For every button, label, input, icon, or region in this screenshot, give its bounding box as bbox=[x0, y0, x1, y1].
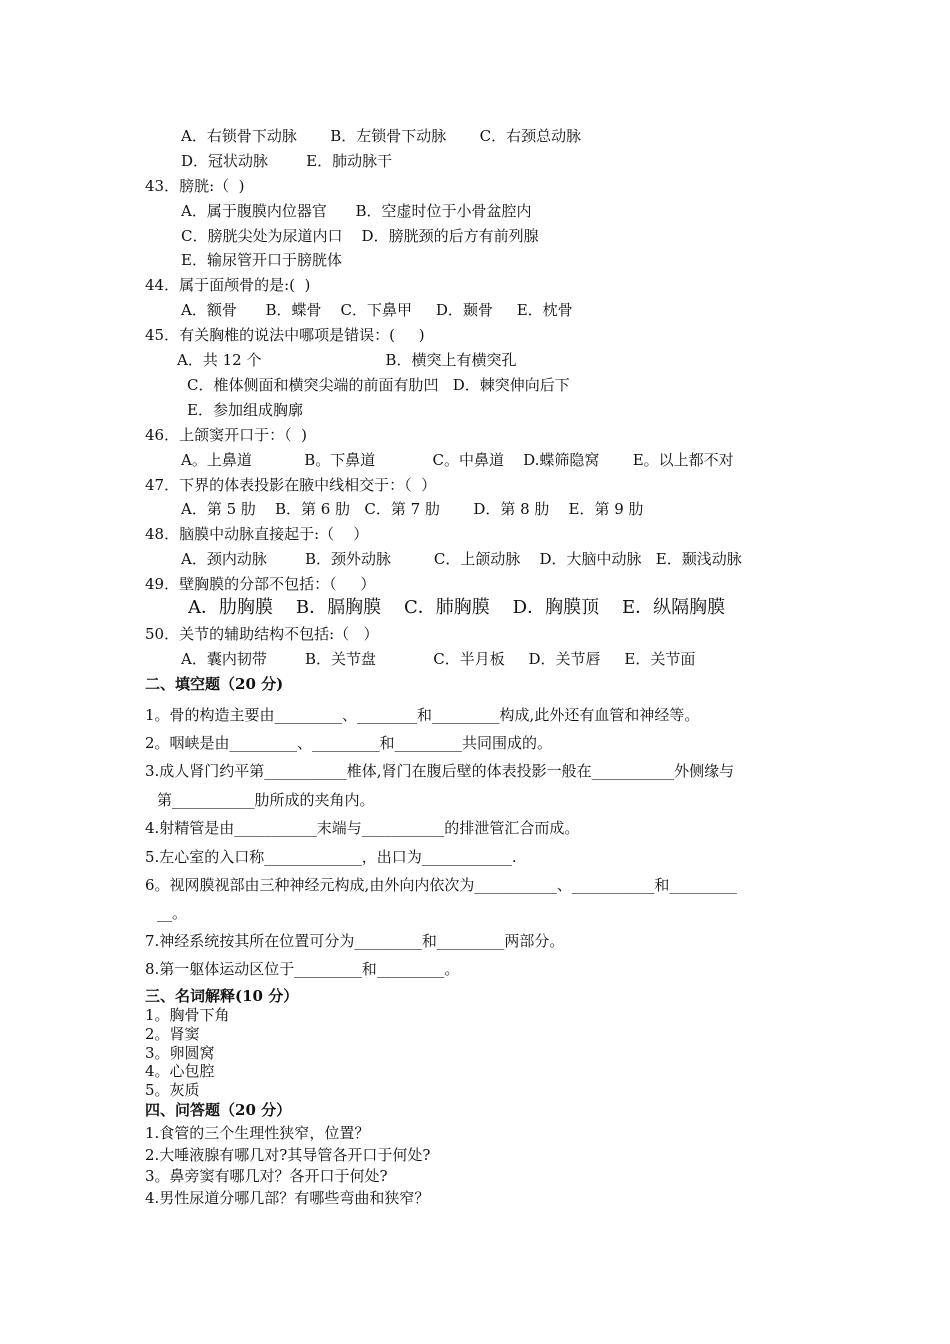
fill-q2: 2。咽峡是由_________、_________和_________共同围成的。 bbox=[145, 734, 553, 752]
fill-q6-line2: __。 bbox=[157, 904, 188, 922]
q48-options: A．颈内动脉 B．颈外动脉 C．上颌动脉 D．大脑中动脉 E．颞浅动脉 bbox=[181, 550, 742, 568]
q45-options-line2: C．椎体侧面和横突尖端的前面有肋凹 D．棘突伸向后下 bbox=[187, 376, 570, 394]
essay-question: 3。鼻旁窦有哪几对？各开口于何处? bbox=[145, 1167, 388, 1185]
q47-stem: 47．下界的体表投影在腋中线相交于：（ ） bbox=[145, 476, 437, 494]
essay-question: 4.男性尿道分哪几部？有哪些弯曲和狭窄？ bbox=[145, 1189, 430, 1207]
q43-options-line1: A．属于腹膜内位器官 B．空虚时位于小骨盆腔内 bbox=[181, 202, 532, 220]
q45-stem: 45．有关胸椎的说法中哪项是错误：( ) bbox=[145, 326, 425, 344]
term-item: 3。卵圆窝 bbox=[145, 1044, 215, 1062]
q44-options: A．额骨 B．蝶骨 C．下鼻甲 D．颞骨 E．枕骨 bbox=[181, 301, 573, 319]
q43-stem: 43．膀胱:（ ) bbox=[145, 177, 245, 195]
section2-title: 二、填空题（20 分) bbox=[145, 675, 284, 693]
q48-stem: 48．脑膜中动脉直接起于:（ ） bbox=[145, 525, 369, 543]
q47-options: A．第 5 肋 B．第 6 肋 C．第 7 肋 D．第 8 肋 E．第 9 肋 bbox=[181, 500, 644, 518]
q44-stem: 44．属于面颅骨的是:( ) bbox=[145, 276, 311, 294]
fill-q4: 4.射精管是由___________末端与___________的排泄管汇合而成。 bbox=[145, 819, 580, 837]
q49-options: A．肋胸膜 B．膈胸膜 C．肺胸膜 D．胸膜顶 E．纵隔胸膜 bbox=[188, 597, 726, 618]
fill-q3-line1: 3.成人肾门约平第___________椎体,肾门在腹后壁的体表投影一般在___________外侧缘与 bbox=[145, 762, 735, 780]
fill-q7: 7.神经系统按其所在位置可分为_________和_________两部分。 bbox=[145, 932, 565, 950]
q46-stem: 46．上颌窦开口于：（ ) bbox=[145, 426, 307, 444]
fill-q6-line1: 6。视网膜视部由三种神经元构成,由外向内依次为___________、___________和_________ bbox=[145, 876, 737, 894]
essay-question: 1.食管的三个生理性狭窄，位置？ bbox=[145, 1124, 370, 1142]
q46-options: A。上鼻道 B。下鼻道 C。中鼻道 D.蝶筛隐窝 E。以上都不对 bbox=[181, 451, 734, 469]
fill-q5: 5.左心室的入口称_____________，出口为____________. bbox=[145, 848, 517, 866]
term-item: 5。灰质 bbox=[145, 1081, 200, 1099]
section4-title: 四、问答题（20 分） bbox=[145, 1101, 292, 1119]
essay-question: 2.大唾液腺有哪几对?其导管各开口于何处? bbox=[145, 1146, 431, 1164]
fill-q3-line2: 第___________肋所成的夹角内。 bbox=[157, 791, 375, 809]
q49-stem: 49．壁胸膜的分部不包括：（ ） bbox=[145, 575, 376, 593]
q43-options-line3: E．输尿管开口于膀胱体 bbox=[181, 251, 342, 269]
q45-options-line1: A．共 12 个 B．横突上有横突孔 bbox=[177, 351, 517, 369]
q50-options: A．囊内韧带 B．关节盘 C．半月板 D．关节唇 E．关节面 bbox=[181, 650, 696, 668]
term-item: 2。肾窦 bbox=[145, 1025, 200, 1043]
term-item: 4。心包腔 bbox=[145, 1062, 215, 1080]
q45-options-line3: E．参加组成胸廓 bbox=[187, 401, 303, 419]
term-item: 1。胸骨下角 bbox=[145, 1006, 230, 1024]
q42-options-line1: A．右锁骨下动脉 B．左锁骨下动脉 C．右颈总动脉 bbox=[181, 127, 582, 145]
q43-options-line2: C．膀胱尖处为尿道内口 D．膀胱颈的后方有前列腺 bbox=[181, 227, 539, 245]
fill-q1: 1。骨的构造主要由_________、________和_________构成,此外还有血管和神经等。 bbox=[145, 706, 700, 724]
q42-options-line2: D．冠状动脉 E．肺动脉干 bbox=[181, 152, 393, 170]
q50-stem: 50．关节的辅助结构不包括:（ ） bbox=[145, 625, 379, 643]
fill-q8: 8.第一躯体运动区位于_________和_________。 bbox=[145, 960, 460, 978]
section3-title: 三、名词解释(10 分） bbox=[145, 987, 299, 1005]
